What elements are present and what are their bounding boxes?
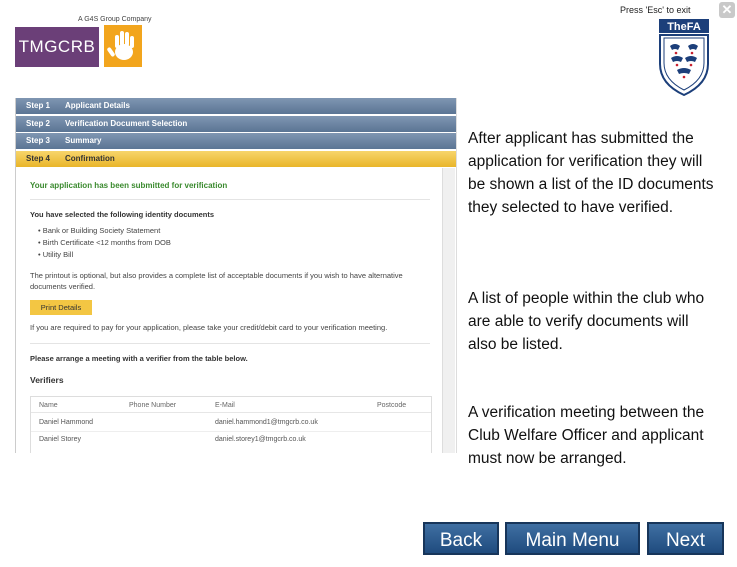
explanation-paragraph-3: A verification meeting between the Club Welfare Officer and applicant must now be arranged. [468,404,705,467]
tmgcrb-logo: TMGCRB [15,27,99,67]
step-number: Step 1 [26,101,51,110]
handprint-logo-icon [104,25,142,67]
submitted-heading: Your application has been submitted for verification [30,181,228,190]
divider [30,343,430,344]
verifiers-table: Name Phone Number E-Mail Postcode Daniel Hammond daniel.hammond1@tmgcrb.co.uk Daniel Storey daniel.storey1@tmgcrb.co.uk [30,396,432,453]
step-2-bar [16,116,456,132]
application-screenshot [15,98,457,453]
main-menu-button[interactable]: Main Menu [505,522,640,555]
print-details-button: Print Details [30,300,92,315]
explanation-paragraph-1: After applicant has submitted the application for verification they will be shown a list of the ID documents they selected to have verified. [468,130,714,216]
next-button[interactable]: Next [647,522,724,555]
close-icon[interactable]: ✕ [719,2,735,18]
divider [30,199,430,200]
step-1-bar [16,98,456,114]
table-header: E-Mail [215,402,235,409]
printout-note: The printout is optional, but also provides a complete list of acceptable documents if you wish to have alternative [30,271,403,280]
table-header: Postcode [377,402,407,409]
screenshot-scrollbar [442,168,455,453]
step-number: Step 4 [26,154,51,163]
document-item: • Birth Certificate <12 months from DOB [38,238,171,247]
step-3-bar [16,133,456,149]
step-4-bar [16,151,456,167]
verifiers-heading: Verifiers [30,375,64,385]
explanation-paragraph-2: A list of people within the club who are able to verify documents will also be listed. [468,290,705,353]
parent-company-label: A G4S Group Company [78,16,152,23]
table-header: Phone Number [129,402,177,409]
selected-docs-heading: You have selected the following identity documents [30,210,215,219]
step-number: Step 2 [26,119,51,128]
step-label: Verification Document Selection [65,119,188,128]
payment-note: If you are required to pay for your application, please take your credit/debit card to your verification meeting. [30,323,388,332]
step-label: Applicant Details [65,101,130,110]
document-item: • Utility Bill [38,250,74,259]
printout-note-cont: documents verified. [30,282,96,291]
fa-badge-text: TheFA [667,21,701,33]
document-item: • Bank or Building Society Statement [38,226,161,235]
step-label: Confirmation [65,154,115,163]
fa-crest-logo [656,18,712,96]
back-button[interactable]: Back [423,522,499,555]
arrange-meeting-heading: Please arrange a meeting with a verifier from the table below. [30,354,248,363]
exit-hint: Press 'Esc' to exit [620,5,691,15]
step-number: Step 3 [26,136,51,145]
step-label: Summary [65,136,102,145]
table-header: Name [39,402,58,409]
